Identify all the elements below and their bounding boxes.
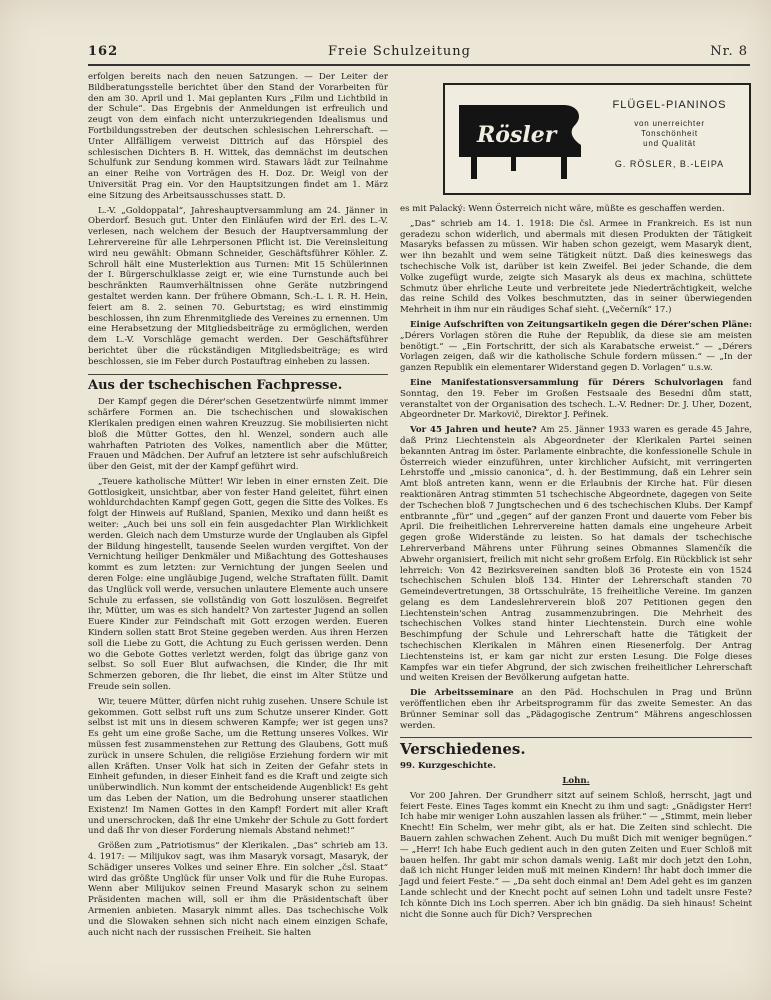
- right-column: [400, 204, 752, 924]
- logo-wordmark: Rösler: [477, 122, 557, 148]
- paragraph-lead: Vor 45 Jahren und heute?: [410, 425, 537, 436]
- paragraph-body: an den Päd. Hochschulen in Prag und Brünn veröffentlichen eben ihr Arbeitsprogramm für das zweite Semester. An das Brünner Seminar soll das „Pädagogische Zentrum“ Mährens angeschlossen werden.: [400, 688, 752, 731]
- paragraph-lead: Die Arbeitsseminare: [410, 688, 514, 699]
- paragraph-body: „Dérers Vorlagen stören die Ruhe der Republik, da diese sie am meisten benötigt.“ — „Ein Fortschritt, der sich als Karabatsche erweist.“ — „Dérers Vorlagen zeigen, daß wir die katholische Schule fordern müssen.“ — „In der ganzen Republik ein elementarer Widerstand gegen D. Vorlagen“ u.s.w.: [400, 330, 752, 374]
- article-paragraph: L.-V. „Goldoppatal“, Jahreshauptversammlung am 24. Jänner in Oberdorf. Besuch gut. Unter den Einläufen wird der Erl. des L.-V. verlesen, nach welchem der Besuch der Hauptversammlung der Lehrervereine für alle Lehrpersonen Pflicht ist. Die Vereinsleitung wird neu gewählt: Obmann Schneider, Geschäftsführer Köhler. Z. Schroll hält eine Musterlektion aus Turnen: Mit 15 Schülerinnen der I. Bürgerschulklasse zeigt er, wie eine Turnstunde auch bei beschränkten Raumverhältnissen ohne Geräte nutzbringend gestaltet werden kann. Der frühere Obmann, Sch.-L. i. R. H. Hein, feiert am 8. 2. seinen 70. Geburtstag; es wird einstimmig beschlossen, ihn zum Ehrenmitgliede des Vereines zu ernennen. Um eine Herabsetzung der Mitgliedsbeiträge zu ermöglichen, werden dem L.-V. Vorschläge gemacht werden. Der Geschäftsführer berichtet über die rückständigen Mitgliedsbeiträge; es wird beschlossen, sie im Feber durch Postauftrag einheben zu lassen.: [88, 205, 388, 367]
- article-paragraph: erfolgen bereits nach den neuen Satzungen. — Der Leiter der Bildberatungsstelle berichtet über den Stand der Vorarbeiten für den am 30. April und 1. Mai geplanten Kurs „Film und Lichtbild in der Schule“. Das Ergebnis der Anmeldungen ist erfreulich und zeugt von dem einfach nicht unterzukriegenden Idealismus und Fortbildungsstreben der deutschen schlesischen Lehrerschaft. — Unter Allfälligem verweist Dittrich auf das Hörspiel des schlesischen Dichters B. H. Wittek, das demnächst im deutschen Schulfunk zur Sendung kommen wird. Stawars lädt zur Teilnahme an einer Reihe von Vorträgen des H. Doz. Dr. Weigl von der Universität Prag ein. Vor den Hauptsitzungen findet am 1. März eine Sitzung des Arbeitsausschusses statt. D.: [88, 72, 388, 201]
- page-header: [88, 44, 748, 64]
- section-title-verschiedenes: Verschiedenes.: [400, 740, 526, 759]
- article-paragraph: Größen zum „Patriotismus“ der Klerikalen. „Das“ schrieb am 13. 4. 1917: — Milijukov sagt, was ihm Masaryk vorsagt, Masaryk, der Schädiger unseres Volkes und seiner Ehre. Ein solcher „čsl. Staat“ wird das größte Unglück für unser Volk und für die Ruhe Europas. Wenn aber Milijukov seinen Freund Masaryk schon zu seinem Präsidenten machen will, soll er ihm die Präsidentschaft über Armenien anbieten. Masaryk nimmt alles. Das tschechische Volk und die Slowaken sehnen sich nicht nach einem einzigen Schafe, auch nicht nach der russischen Freiheit. Sie halten: [88, 841, 388, 938]
- section-divider: [400, 737, 752, 738]
- story-paragraph: Vor 200 Jahren. Der Grundherr sitzt auf seinem Schloß, herrscht, jagt und feiert Feste. Eines Tages kommt ein Knecht zu ihm und sagt: „Gnädigster Herr! Ich habe mir weniger Lohn auszahlen lassen als früher.“ — „Stimmt, mein lieber Knecht! Ein Schelm, wer mehr gibt, als er hat. Die Zeiten sind schlecht. Die Bauern zahlen schwachen Zehent. Auch Du mußt Dich mit weniger begnügen.“ — „Herr! Ich habe Euch gedient auch in den guten Zeiten und Euer Schloß mit bauen helfen. Ihr gabt mir schon damals wenig. Laßt mir doch jetzt den Lohn, daß ich nicht Hunger leiden muß mit meinen Kindern! Ihr habt doch immer die Jagd und feiert Feste.“ — „Da seht doch einmal an! Dem Adel geht es im ganzen Lande schlecht und der Knecht pocht auf seinen Lohn und tadelt unsre Feste? Ich könnte Dich ins Loch sperren. Aber ich bin gnädig. Da sieh hinaus! Scheint nicht die Sonne auch für Dich? Versprechen: [400, 790, 752, 920]
- section-divider: [88, 374, 388, 375]
- paragraph-lead: Einige Aufschriften von Zeitungsartikeln gegen die Dérer'schen Pläne:: [410, 319, 752, 330]
- advert-company: G. RÖSLER, B.-LEIPA: [614, 159, 725, 169]
- article-paragraph: [400, 320, 752, 374]
- advert-tagline-1: von unerreichter: [634, 119, 705, 128]
- page-number: 162: [88, 44, 119, 59]
- article-paragraph: Der Kampf gegen die Dérer'schen Gesetzentwürfe nimmt immer schärfere Formen an. Die tschechischen und slowakischen Klerikalen predigen einen wahren Kreuzzug. Sie mobilisierten nicht bloß die Mütter Gottes, den hl. Wenzel, sondern auch alle wahrhaften Patrioten des Volkes, namentlich aber die Mütter, Frauen und Mädchen. Der Aufruf an letztere ist sehr aufschlußreich über den Geist, mit der der Kampf geführt wird.: [88, 397, 388, 473]
- paragraph-body: Am 25. Jänner 1933 waren es gerade 45 Jahre, daß Prinz Liechtenstein als Abgeordneter der Klerikalen Partei seinen bekannten Antrag im öster. Parlamente einbrachte, die konfessionelle Schule in Österreich wieder einzuführen, unter kirchlicher Aufsicht, mit verringerten Lehrstoffe und „missio canonica“, d. h. der Bestimmung, daß ein Lehrer sein Amt bloß antreten kann, wenn er die Erlaubnis der Kirche hat. Für diesen reaktionären Antrag stimmten 51 tschechische Abgeordnete, dagegen von Seite der Tschechen bloß 7 Jungtschechen und 6 des tschechischen Klubs. Der Kampf entbrannte „für“ und „gegen“ auf der ganzen Front und dauerte vom Feber bis April. Die freiheitlichen Lehrervereine hatten damals eine ungeheure Arbeit gegen große Widerstände zu leisten. So hat damals der tschechische Lehrerverband Mährens unter Führung seines Obmannes Slamenčík die Abwehr organisiert, freilich mit nicht sehr großem Erfolg. Ein Rückblick ist sehr lehrreich: Von 42 Bezirksvereinen sandten bloß 36 Proteste ein von 1524 tschechischen Schulen bloß 134. Hinter der Lehrerschaft standen 70 Gemeindevertretungen, 38 Ortsschulräte, 15 freiheitliche Vereine. Im ganzen gelang es dem Landeslehrerverein bloß 207 Petitionen gegen den Liechtenstein'schen Antrag zusammenzubringen. Die Mehrheit des tschechischen Volkes stand hinter Liechtenstein. Durch eine wohle Beschimpfung der Schule und Lehrerschaft hatte die Tätigkeit der tschechischen Klerikalen in Mähren einen Riesenerfolg. Der Antrag Liechtensteins ist, er kam gar nicht zur ersten Lesung. Die Folge dieses Kampfes war ein tiefer Abgrund, der sich zwischen freiheitlicher Lehrerschaft und weiten Kreisen der Bevölkerung aufgetan hatte.: [400, 425, 753, 684]
- piano-logo-icon: [453, 95, 588, 183]
- advert-tagline-2: Tonschönheit: [641, 129, 698, 138]
- paragraph-lead: Eine Manifestationsversammlung für Dérers Schulvorlagen: [410, 377, 724, 388]
- advert-text: [597, 99, 742, 169]
- article-paragraph: [400, 425, 752, 684]
- piano-advertisement: [443, 83, 751, 195]
- article-paragraph: Wir, teuere Mütter, dürfen nicht ruhig zusehen. Unsere Schule ist gekommen. Gott selbst ruft uns zum Schutze unserer Kinder. Gott selbst ist mit uns in diesem schweren Kampfe; wer ist gegen uns? Es geht um eine große Sache, um die Rettung unseres Volkes. Wir müssen fest zusammenstehen zur Rettung des Glaubens, Gott muß zurück in unsere Schulen, die religiöse Erziehung fordern wir mit allen Kräften. Unser Volk hat sich in Zeiten der Gefahr stets in Einheit gefunden, in dieser Einheit fand es die Kraft und zeigte sich unüberwindlich. Nun kommt der entscheidende Augenblick! Es geht um das Leben der Nation, um die Bedrohung unserer staatlichen Existenz! Im Namen Gottes in den Kampf! Fordert mit aller Kraft und unerschrocken, daß Ihr eine Umkehr der Schule zu Gott fordert und daß Ihr von dieser Forderung niemals Abstand nehmet!“: [88, 696, 388, 837]
- article-paragraph: „Das“ schrieb am 14. 1. 1918: Die čsl. Armee in Frankreich. Es ist nun geradezu schon widerlich, und abermals mit diesen Produkten der Tätigkeit Masaryks befassen zu müssen. Wir haben schon gezeigt, wem Masaryk dient, wer ihn bezahlt und wem seine Tätigkeit nützt. Daß dies keineswegs das tschechische Volk ist, darüber ist kein Zweifel. Bei jeder Schande, die dem Volke zugefügt wurde, zeigte sich Masaryk als deus ex machina, schüttete Schmutz über ehrliche Leute und verbreitete jede Niederträchtigkeit, welche das reine Schild des Volkes beschmutzten, das in seiner überwiegenden Mehrheit in ihm nur ein räudiges Schaf sieht. („Večerník“ 17.): [400, 218, 752, 316]
- article-paragraph: [400, 688, 752, 731]
- subsection-title: 99. Kurzgeschichte.: [400, 761, 496, 772]
- advert-headline: FLÜGEL-PIANINOS: [612, 99, 727, 111]
- story-title: Lohn.: [562, 776, 590, 787]
- header-rule: [88, 64, 750, 66]
- paragraph-body: fand Sonntag, den 19. Feber im Großen Festsaale des Besedni dům statt, veranstaltet von der Organisation des tschech. L.-V. Redner: Dr. J. Uher, Dozent, Abgeordneter Dr. Markovič, Direktor J. Peřinek.: [400, 377, 752, 421]
- left-column: [88, 72, 388, 942]
- article-paragraph: es mit Palacký: Wenn Österreich nicht wäre, müßte es geschaffen werden.: [400, 204, 725, 214]
- issue-number: Nr. 8: [710, 44, 748, 59]
- publication-title: Freie Schulzeitung: [328, 44, 471, 59]
- advert-tagline-3: und Qualität: [643, 139, 696, 148]
- article-paragraph: „Teuere katholische Mütter! Wir leben in einer ernsten Zeit. Die Gottlosigkeit, unsichtbar, aber von fester Hand geleitet, führt einen wohldurchdachten Kampf gegen Gott, gegen die Sitte des Volkes. Es folgt der Hinweis auf Rußland, Spanien, Mexiko und dann heißt es weiter: „Auch bei uns soll ein fein ausgedachter Plan Wirklichkeit werden. Gleich nach dem Umsturze wurde der Unglauben als Gipfel der Bildung hingestellt, tausende Seelen wurden vergiftet. Von der Vernichtung heiliger Denkmäler und Mißachtung des Gotteshauses kommt es zum letzten: zur Vernichtung der jungen Seelen und deren Folge: eine ungläubige Jugend, welche Straftaten füllt. Damit das Unglück voll werde, versuchen unlautere Elemente auch unsere Schule zu erfassen, sie vollständig von Gott loszulösen. Begreifet ihr, Mütter, um was es sich handelt? Von zartester Jugend an sollen Euere Kinder zur Feindschaft mit Gott erzogen werden. Eueren Kindern sollen statt Brot Steine gegeben werden. Aus ihren Herzen soll die Liebe zu Gott, die Achtung zu Euch gerissen werden. Denn wo die Gebote Gottes verletzt werden, folgt das übrige ganz von selbst. So soll Euer Blut aufwachsen, die Kinder, die Ihr mit Schmerzen geboren, die Ihr liebet, die einst im Alter Stütze und Freude sein sollen.: [88, 476, 388, 693]
- article-paragraph: [400, 378, 752, 421]
- section-title-fachpresse: Aus der tschechischen Fachpresse.: [88, 377, 343, 393]
